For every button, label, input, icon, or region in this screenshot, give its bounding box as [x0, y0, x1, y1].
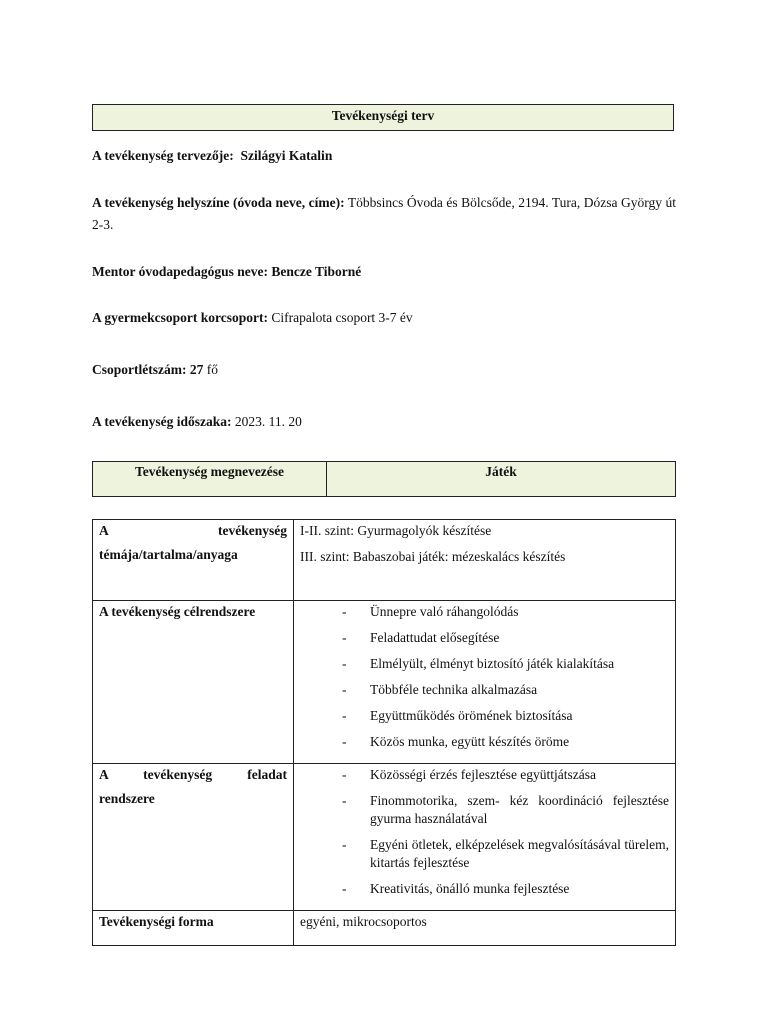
tasks-label-word: tevékenység	[143, 767, 213, 782]
theme-label-word: tevékenység	[218, 523, 287, 538]
document-title: Tevékenységi terv	[92, 104, 674, 131]
planner-value: Szilágyi Katalin	[240, 148, 333, 163]
theme-content	[294, 520, 676, 601]
form-value: egyéni, mikrocsoportos	[294, 911, 676, 946]
list-item: - Egyéni ötletek, elképzelések megvalósításával türelem, kitartás fejlesztése	[370, 836, 669, 872]
theme-label	[93, 520, 294, 601]
theme-label-word: A	[99, 523, 109, 538]
planner-label: A tevékenység tervezője:	[92, 148, 234, 163]
activity-name-value: Játék	[327, 462, 676, 497]
headcount-label: Csoportlétszám:	[92, 362, 187, 377]
location-value: Többsincs Óvoda és Bölcsőde, 2194. Tura, Dózsa György út 2-3.	[92, 195, 676, 232]
headcount-value: 27	[189, 362, 204, 377]
theme-line-1: I-II. szint: Gyurmagolyók készítése	[300, 523, 492, 538]
tasks-content	[294, 764, 676, 911]
tasks-label	[93, 764, 294, 911]
theme-line-2: III. szint: Babaszobai játék: mézeskalács készítés	[300, 549, 566, 564]
goals-label: A tevékenység célrendszere	[93, 601, 294, 764]
goals-content	[294, 601, 676, 764]
tasks-label-word: feladat	[247, 767, 287, 782]
activity-name-label: Tevékenység megnevezése	[93, 462, 327, 497]
activity-name-table	[92, 461, 676, 497]
planner-line	[92, 145, 676, 167]
headcount-line	[92, 359, 676, 381]
goals-list	[300, 603, 669, 751]
location-line	[92, 192, 676, 236]
group-value: Cifrapalota csoport 3-7 év	[271, 310, 413, 325]
list-item: - Elmélyült, élményt biztosító játék kialakítása	[370, 655, 669, 673]
group-line	[92, 307, 676, 329]
mentor-value: Bencze Tiborné	[271, 264, 362, 279]
list-item: - Ünnepre való ráhangolódás	[370, 603, 669, 621]
mentor-line	[92, 261, 676, 283]
list-item: - Kreativitás, önálló munka fejlesztése	[370, 880, 669, 898]
period-value: 2023. 11. 20	[234, 414, 302, 429]
list-item: - Közösségi érzés fejlesztése együttjátszása	[370, 766, 669, 784]
tasks-row	[93, 764, 676, 911]
tasks-label-word: A	[99, 767, 109, 782]
list-item: - Együttműködés örömének biztosítása	[370, 707, 669, 725]
tasks-list	[300, 766, 669, 898]
location-label: A tevékenység helyszíne (óvoda neve, címe):	[92, 195, 345, 210]
theme-label-rest: témája/tartalma/anyaga	[99, 547, 238, 562]
headcount-unit: fő	[206, 362, 218, 377]
activity-details-table	[92, 519, 676, 946]
list-item: - Közös munka, együtt készítés öröme	[370, 733, 669, 751]
theme-row	[93, 520, 676, 601]
goals-row	[93, 601, 676, 764]
form-label: Tevékenységi forma	[93, 911, 294, 946]
period-line	[92, 411, 676, 433]
list-item: - Többféle technika alkalmazása	[370, 681, 669, 699]
tasks-label-rest: rendszere	[99, 791, 155, 806]
list-item: - Finommotorika, szem- kéz koordináció fejlesztése gyurma használatával	[370, 792, 669, 828]
mentor-label: Mentor óvodapedagógus neve:	[92, 264, 269, 279]
group-label: A gyermekcsoport korcsoport:	[92, 310, 268, 325]
period-label: A tevékenység időszaka:	[92, 414, 232, 429]
form-row	[93, 911, 676, 946]
list-item: - Feladattudat elősegítése	[370, 629, 669, 647]
